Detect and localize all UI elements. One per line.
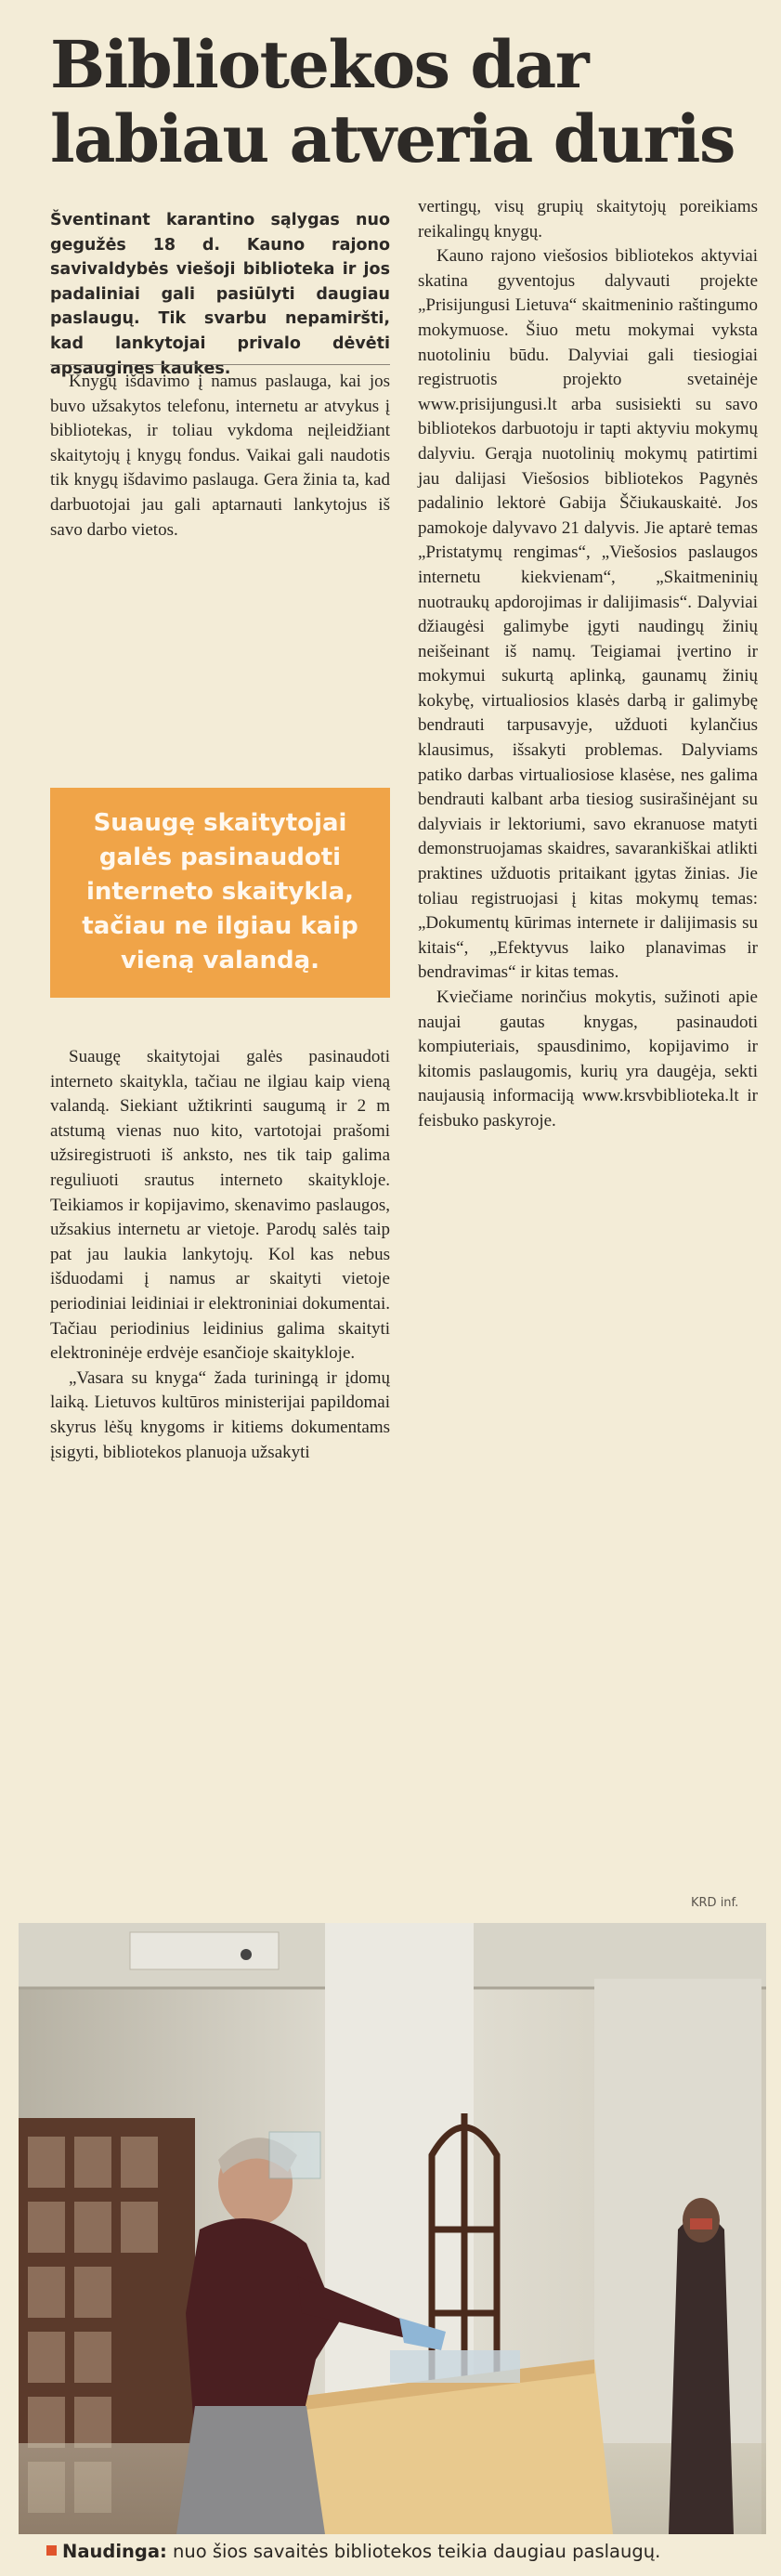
paragraph: Kviečiame norinčius mokytis, sužinoti apie naujai gautas knygas, pasinaudoti kompiuteriais, spausdinimo, kopijavimo ir kitomis paslaugomis, kurių yra daugėja, sekti naujausią informaciją www.krsvbiblioteka.lt ir feisbuko paskyroje. xyxy=(418,987,758,1131)
paragraph: Suaugę skaitytojai galės pasinaudoti interneto skaitykla, tačiau ne ilgiau kaip vieną valandą. Siekiant užtikrinti saugumą ir 2 m atstumą vienas nuo kito, vartotojai prašomi užsiregistruoti iš anksto, nes tik taip galima reguliuoti srautus interneto skaitykloje. Teikiamos ir kopijavimo, skenavimo paslaugos, užsakius internetu ar vietoje. Parodų salės taip pat jau laukia lankytojų. Kol kas nebus išduodami į namus ar skaityti vietoje periodiniai leidiniai ir elektroniniai dokumentai. Tačiau periodinius leidinius galima skaityti elektroninėje erdvėje esančioje skaitykloje. xyxy=(50,1047,390,1364)
caption-marker xyxy=(46,2545,57,2556)
article-lead: Šventinant karantino sąlygas nuo gegužės 18 d. Kauno rajono savivaldybės viešoji biblioteka ir jos padaliniai gali pasiūlyti daugiau paslaugų. Tik svarbu nepamiršti, kad lankytojai privalo dėvėti apsaugines kaukes. xyxy=(50,211,390,378)
library-photo-illustration xyxy=(19,1923,766,2534)
lead-divider xyxy=(50,364,390,365)
caption-label: Naudinga: xyxy=(62,2541,167,2562)
body-left-1 xyxy=(50,370,390,543)
paragraph: Kauno rajono viešosios bibliotekos aktyviai skatina gyventojus dalyvauti projekte „Prisijungusi Lietuva“ skaitmeninio raštingumo mokymuose. Šiuo metu mokymai vyksta nuotoliniu būdu. Dalyviai gali tiesiogiai registruotis projekto svetainėje www.prisijungusi.lt arba susisiekti su savo bibliotekos darbuotoju ir tapti aktyviu mokymų dalyviu. Gerąja nuotolinių mokymų patirtimi jau dalijasi Viešosios bibliotekos Pagynės padalinio lektorė Gabija Ščiukauskaitė. Jos pamokoje dalyvavo 21 dalyvis. Jie aptarė temas „Pristatymų rengimas“, „Viešosios paslaugos internetu kiekvienam“, „Skaitmeninių nuotraukų apdorojimas ir dalijimasis“. Dalyviai džiaugėsi galimybe įgyti naudingų žinių neišeinant iš namų. Teigiamai įvertino ir mokymui sukurtą aplinką, gaunamų žinių kokybę, virtualiosios klasės darbą ir galimybę bendrauti tarpusavyje, užduoti kylančius klausimus, išsakyti problemas. Dalyviams patiko darbas virtualiosiose klasėse, nes galima bendrauti kalbant arba tiesiog susirašinėjant su dalyviais ir lektoriumi, savo ekranuose matyti demonstruojamas skaidres, savarankiškai atlikti praktines užduotis pritaikant įgytas žinias. Jie toliau registruojasi į kitas mokymų temas: „Dokumentų kūrimas internete ir dalijimasis su kitais“, „Efektyvus laiko planavimas ir bendravimas“ ir kitas temas. xyxy=(418,246,758,983)
body-left-2 xyxy=(50,1045,390,1465)
article-credit: KRD inf. xyxy=(691,1896,739,1910)
pull-quote-text: Suaugę skaitytojai galės pasinaudoti interneto skaitykla, tačiau ne ilgiau kaip vieną valandą. xyxy=(82,809,358,974)
pull-quote-box xyxy=(50,788,390,998)
caption-text: nuo šios savaitės bibliotekos teikia daugiau paslaugų. xyxy=(166,2541,661,2562)
paragraph: „Vasara su knyga“ žada turiningą ir įdomų laiką. Lietuvos kultūros ministerijai papildomai skyrus lėšų knygoms ir kitiems dokumentams įsigyti, bibliotekos planuoja užsakyti xyxy=(50,1367,390,1462)
paragraph: vertingų, visų grupių skaitytojų poreikiams reikalingų knygų. xyxy=(418,197,758,242)
article-photo xyxy=(19,1923,766,2534)
article-headline: Bibliotekos dar labiau atveria duris xyxy=(50,26,735,177)
paragraph: Knygų išdavimo į namus paslauga, kai jos buvo užsakytos telefonu, internetu ar atvykus į bibliotekas, ir toliau vykdoma neįleidžiant skaitytojų į knygų fondus. Vaikai gali naudotis tik knygų išdavimo paslauga. Gera žinia ta, kad darbuotojai jau gali aptarnauti lankytojus iš savo darbo vietos. xyxy=(50,372,390,540)
photo-caption xyxy=(46,2541,771,2562)
body-right xyxy=(418,195,758,1134)
